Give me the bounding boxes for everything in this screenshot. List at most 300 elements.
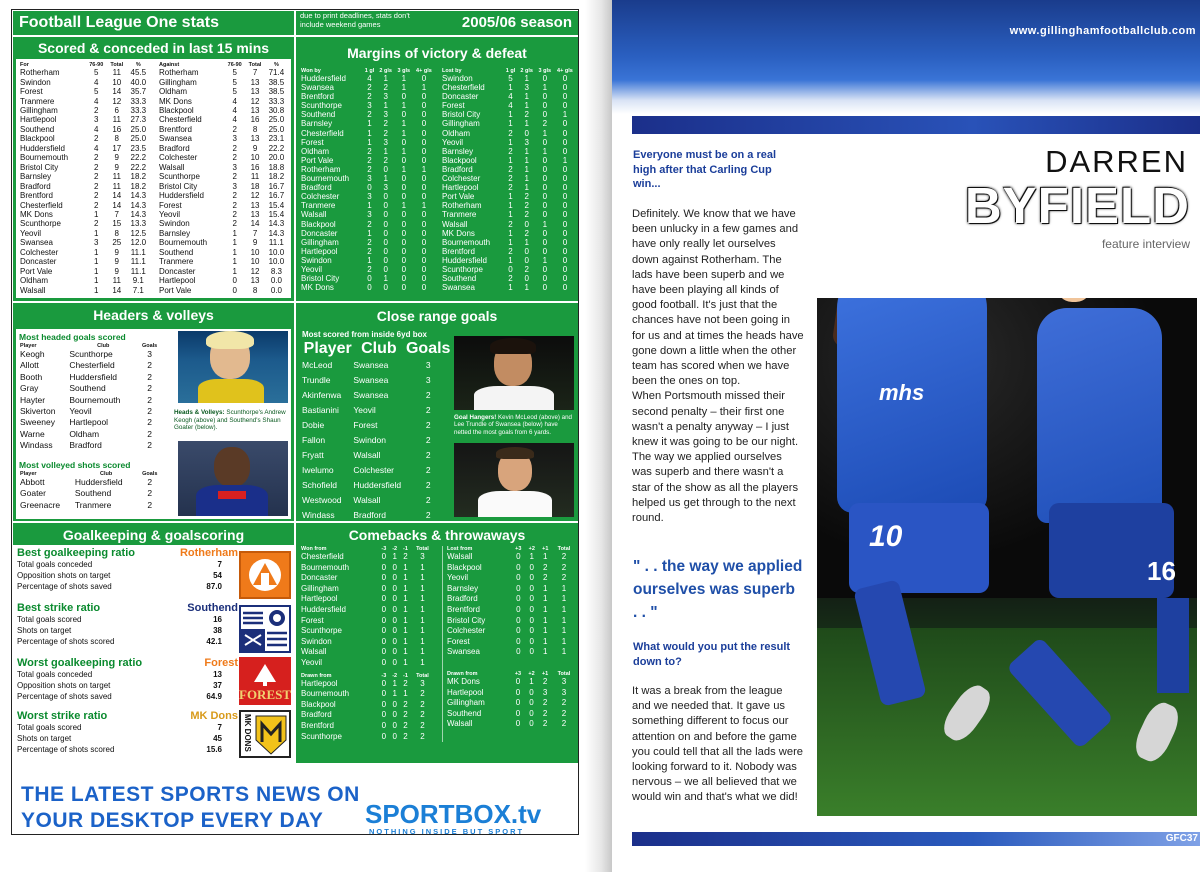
against-cell: 22.2	[268, 143, 285, 153]
won-by-row	[300, 283, 435, 292]
won-by-cell: 3	[367, 192, 372, 202]
won-by-cell: Hartlepool	[301, 246, 338, 256]
won-by-cell: 0	[421, 137, 427, 147]
won-by-cell: Oldham	[301, 146, 330, 156]
against-table	[158, 62, 288, 295]
lost-by-cell: 1	[524, 155, 529, 165]
lost-by-row	[441, 92, 576, 101]
drawn-from-minus-cell: 0	[392, 720, 397, 730]
drawn-from-minus-cell: 2	[403, 720, 408, 730]
won-from-cell: 0	[392, 562, 397, 572]
drawn-from-minus-cell: 0	[381, 710, 387, 720]
lost-by-cell: 2	[524, 201, 529, 211]
answer-1-para-2: When Portsmouth missed their second penalty – their first one wasn't a penalty anyway – I just knew it was going to be our night. The way we applied ourselves was superb and there wasn't a star of the show as all the players helped us get through to the next round.	[632, 390, 799, 525]
close-range-cell: Windass	[302, 510, 335, 520]
against-cell: 38.5	[268, 87, 285, 97]
drawn-from-plus-cell: 2	[542, 719, 548, 729]
for-cell: 11	[112, 68, 121, 78]
lost-by-cell: 1	[562, 110, 568, 120]
for-cell: 17	[112, 143, 122, 153]
for-cell: Bradford	[20, 181, 51, 191]
won-by-cell: Barnsley	[301, 119, 333, 129]
gk2-r3-label: Percentage of shots scored	[17, 637, 115, 646]
close-range-cell: 2	[425, 465, 431, 475]
lost-from-cell: 0	[516, 636, 521, 646]
lost-by-cell: 0	[542, 264, 548, 274]
won-by-cell: 2	[383, 119, 388, 129]
headers-volleys-title: Headers & volleys	[93, 307, 214, 323]
won-by-cell: 0	[421, 74, 427, 83]
lost-by-cell: 0	[562, 146, 568, 156]
volleyed-table	[19, 471, 161, 511]
gk4-r2-val: 45	[213, 734, 222, 743]
gk4-r3-val: 15.6	[206, 745, 222, 754]
won-by-cell: 0	[421, 192, 427, 202]
won-by-cell: Blackpool	[301, 219, 336, 229]
shirt-sponsor: mhs	[879, 380, 925, 405]
lost-from-cell: 0	[516, 594, 521, 604]
against-cell: 11.1	[268, 238, 284, 248]
page-gutter-shadow	[585, 0, 615, 872]
drawn-from-minus-cell: Bradford	[301, 710, 332, 720]
margins-title: Margins of victory & defeat	[347, 45, 527, 61]
drawn-from-minus-cell: 2	[403, 710, 408, 720]
against-col-header: 76-90	[227, 62, 242, 68]
against-cell: 9	[252, 238, 258, 248]
won-by-cell: 1	[367, 201, 372, 211]
deadline-note: due to print deadlines, stats don't include weekend games	[300, 11, 410, 29]
lost-by-row	[441, 110, 576, 119]
lost-from-row	[446, 552, 576, 563]
byfield-photo	[817, 298, 1197, 816]
won-from-cell: Scunthorpe	[301, 626, 342, 636]
close-range-cell: 2	[425, 480, 431, 490]
won-from-cell: Hartlepool	[301, 594, 338, 604]
against-cell: MK Dons	[159, 96, 192, 106]
won-from-cell: 1	[420, 615, 425, 625]
gk1-r2-label: Opposition shots on target	[17, 571, 111, 580]
headed-cell: Oldham	[69, 428, 100, 439]
against-cell: 33.3	[268, 96, 285, 106]
won-by-cell: 0	[421, 110, 427, 120]
against-cell: 13	[250, 87, 260, 97]
won-by-cell: 0	[401, 210, 407, 220]
lost-by-row	[441, 147, 576, 156]
lost-from-cell: 1	[543, 552, 548, 561]
against-row	[158, 267, 288, 276]
won-from-cell: 1	[403, 636, 408, 646]
won-by-cell: 1	[401, 83, 407, 93]
against-row	[158, 285, 288, 295]
lost-by-cell: 1	[524, 283, 529, 293]
lost-by-cell: 2	[524, 210, 529, 220]
won-from-cell: Huddersfield	[301, 604, 346, 614]
scored-conceded-table-box	[16, 59, 291, 298]
won-by-row	[300, 147, 435, 156]
won-by-col-header: Won by	[301, 68, 321, 74]
drawn-from-minus-cell: 2	[420, 699, 425, 709]
volleyed-row	[19, 488, 161, 499]
stats-page	[11, 9, 579, 835]
against-cell: 14	[250, 219, 260, 229]
drawn-from-minus-cell: 1	[392, 689, 397, 699]
against-cell: 3	[232, 162, 237, 172]
gk-block-4-title: Worst strike ratio	[17, 710, 108, 722]
lost-from-cell: 2	[561, 573, 567, 583]
won-by-cell: 0	[383, 228, 388, 238]
drawn-from-plus-cell: Southend	[447, 708, 482, 718]
drawn-from-plus-cell: 2	[561, 719, 567, 729]
won-by-cell: 3	[367, 210, 372, 220]
gk-block-1-team: Rotherham	[179, 547, 238, 559]
lost-by-cell: Blackpool	[442, 155, 477, 165]
for-cell: 18.2	[130, 181, 147, 191]
won-by-cell: 2	[367, 264, 372, 274]
against-row	[158, 153, 288, 162]
drawn-from-plus-cell: 2	[542, 708, 548, 718]
for-cell: 14	[112, 285, 122, 295]
for-cell: 22.2	[130, 162, 147, 172]
for-cell: 2	[94, 200, 99, 210]
won-by-cell: 2	[367, 146, 372, 156]
against-cell: 13	[250, 209, 260, 219]
against-cell: 10	[250, 153, 260, 163]
against-cell: 5	[232, 68, 237, 78]
lost-by-cell: 0	[524, 255, 529, 265]
headed-cell: Hartlepool	[69, 417, 109, 428]
for-cell: 33.3	[130, 96, 147, 106]
won-by-col-header: 3 gls	[397, 68, 411, 74]
lost-from-cell: 0	[529, 604, 534, 614]
lost-by-cell: 2	[542, 119, 548, 129]
for-row	[19, 172, 150, 181]
for-cell: 2	[94, 219, 99, 229]
lost-by-col-header: 4+ gls	[557, 68, 573, 74]
gk3-r2-val: 37	[213, 681, 222, 690]
for-cell: 22.2	[130, 153, 147, 163]
won-by-cell: Rotherham	[301, 164, 341, 174]
against-cell: 8.3	[270, 266, 282, 276]
against-cell: 18.8	[268, 162, 285, 172]
won-by-col-header: 1 gl	[364, 68, 375, 74]
volleyed-cell: Tranmere	[74, 499, 112, 510]
drawn-from-plus-row	[446, 698, 576, 709]
against-row	[158, 134, 288, 143]
won-by-cell: 3	[383, 183, 388, 193]
drawn-from-minus-cell: 0	[381, 699, 387, 709]
lost-by-cell: 1	[542, 146, 548, 156]
lost-by-cell: 0	[508, 264, 513, 274]
against-row	[158, 96, 288, 105]
lost-by-cell: 0	[524, 246, 529, 256]
lost-from-col-header: +2	[528, 546, 535, 552]
lost-from-cell: 0	[516, 552, 521, 561]
won-from-col-header: -3	[381, 546, 387, 552]
for-cell: Walsall	[20, 285, 46, 295]
against-cell: Blackpool	[159, 105, 194, 115]
lost-by-cell: 1	[524, 183, 529, 193]
answer-1	[632, 207, 804, 526]
for-row	[19, 191, 150, 200]
against-cell: Bristol City	[159, 181, 198, 191]
lost-by-cell: 2	[524, 264, 529, 274]
against-row	[158, 115, 288, 124]
headed-title: Most headed goals scored	[19, 332, 126, 342]
lost-from-row	[446, 594, 576, 605]
lost-by-cell: 0	[562, 219, 568, 229]
lost-from-cell: 0	[529, 647, 534, 657]
for-cell: 3	[94, 115, 99, 125]
headed-cell: 2	[147, 394, 152, 405]
headed-row	[19, 349, 161, 360]
headed-cell: Sweeney	[20, 417, 55, 428]
against-row	[158, 163, 288, 172]
lost-by-cell: 0	[542, 101, 548, 111]
for-cell: 5	[94, 68, 99, 78]
lost-by-cell: 0	[542, 183, 548, 193]
won-by-cell: 0	[383, 246, 388, 256]
for-row	[19, 163, 150, 172]
won-by-cell: Walsall	[301, 210, 327, 220]
close-range-cell: Huddersfield	[353, 480, 402, 490]
won-by-row	[300, 274, 435, 283]
lost-by-cell: 1	[542, 219, 548, 229]
lost-by-cell: 0	[562, 255, 568, 265]
won-by-cell: 2	[367, 219, 372, 229]
lost-from-cell: 0	[516, 562, 521, 572]
won-from-cell: Doncaster	[301, 573, 338, 583]
against-cell: 1	[232, 266, 237, 276]
won-by-cell: 2	[367, 155, 372, 165]
lost-by-cell: 2	[524, 228, 529, 238]
lost-from-cell: 0	[529, 583, 534, 593]
lost-by-cell: Forest	[442, 101, 465, 111]
against-cell: 13	[250, 200, 260, 210]
lost-from-row	[446, 626, 576, 637]
won-by-cell: 0	[421, 119, 427, 129]
for-cell: MK Dons	[20, 209, 53, 219]
against-cell: 12	[250, 191, 260, 201]
against-cell: 13	[250, 105, 260, 115]
lost-by-cell: 1	[524, 146, 529, 156]
won-by-cell: 0	[383, 219, 388, 229]
won-by-row	[300, 201, 435, 210]
lost-by-cell: 1	[508, 201, 513, 211]
ad-line-1: THE LATEST SPORTS NEWS ON	[21, 783, 360, 806]
headed-cell: Skiverton	[20, 406, 56, 417]
won-from-col-header: Total	[416, 546, 429, 552]
for-row	[19, 219, 150, 228]
lost-by-cell: 0	[562, 274, 568, 284]
won-by-cell: 0	[383, 264, 388, 274]
close-range-cell: Swindon	[353, 435, 386, 445]
against-cell: Forest	[159, 200, 182, 210]
against-cell: Doncaster	[159, 266, 196, 276]
for-cell: 10	[112, 77, 122, 87]
lost-by-cell: 3	[524, 137, 529, 147]
won-by-cell: 1	[383, 146, 388, 156]
against-cell: Walsall	[159, 162, 185, 172]
forest-badge	[239, 657, 291, 705]
lost-by-cell: 0	[542, 283, 548, 293]
won-from-cell: Bournemouth	[301, 562, 350, 572]
drawn-from-plus-col-header: +2	[528, 670, 535, 677]
lost-from-row	[446, 647, 576, 658]
lost-by-cell: Scunthorpe	[442, 264, 483, 274]
won-by-cell: 0	[401, 264, 407, 274]
won-from-cell: 0	[392, 657, 397, 667]
gk1-r3-label: Percentage of shots saved	[17, 582, 112, 591]
against-row	[158, 172, 288, 181]
won-by-cell: 4	[367, 74, 372, 83]
won-by-cell: 1	[367, 119, 372, 129]
sportbox-ad[interactable]	[13, 765, 578, 834]
close-range-row	[302, 448, 452, 463]
drawn-from-minus-cell: 2	[403, 678, 408, 688]
for-cell: 4	[94, 77, 99, 87]
against-cell: 2	[232, 191, 237, 201]
drawn-from-minus-cell: 0	[392, 731, 397, 741]
lost-from-row	[446, 605, 576, 616]
won-from-cell: 0	[392, 573, 397, 583]
drawn-from-plus-cell: 0	[515, 687, 521, 697]
lost-by-cell: Yeovil	[442, 137, 464, 147]
won-from-cell: 1	[420, 657, 425, 667]
headed-row	[19, 417, 161, 428]
lost-by-cell: 0	[524, 219, 529, 229]
drawn-from-minus-col-header: Total	[416, 672, 429, 679]
headed-cell: 2	[147, 383, 152, 394]
keogh-photo	[178, 331, 288, 403]
won-from-cell: 0	[381, 647, 387, 657]
lost-by-cell: Port Vale	[442, 192, 475, 202]
lost-from-row	[446, 616, 576, 627]
for-row	[19, 285, 150, 295]
lost-by-cell: 0	[542, 201, 548, 211]
won-by-row	[300, 83, 435, 92]
comebacks-title: Comebacks & throwaways	[348, 527, 526, 543]
gk-block-2-title: Best strike ratio	[17, 602, 101, 614]
for-cell: 14	[112, 200, 122, 210]
for-cell: 11.1	[130, 257, 146, 267]
against-cell: Barnsley	[159, 228, 191, 238]
for-cell: Yeovil	[20, 228, 42, 238]
drawn-from-minus-cell: Brentford	[301, 720, 334, 730]
lost-by-cell: 0	[542, 210, 548, 220]
drawn-from-minus-table	[300, 673, 434, 743]
against-cell: 0.0	[270, 285, 282, 295]
headed-col-header: Club	[97, 343, 110, 349]
for-table	[19, 62, 150, 295]
close-range-row	[302, 358, 452, 373]
lost-by-cell: Doncaster	[442, 92, 479, 102]
for-cell: 11	[112, 115, 121, 125]
won-by-cell: 0	[383, 255, 388, 265]
lost-from-cell: Barnsley	[447, 583, 479, 593]
won-by-cell: Yeovil	[301, 264, 323, 274]
gk3-r3-val: 64.9	[206, 692, 222, 701]
against-cell: Hartlepool	[159, 276, 196, 286]
won-from-cell: 0	[392, 636, 397, 646]
close-range-row	[302, 478, 452, 493]
won-from-row	[300, 563, 434, 574]
for-cell: 40.0	[130, 77, 147, 87]
won-from-cell: 0	[392, 626, 397, 636]
lost-by-cell: Swindon	[442, 74, 473, 83]
close-range-title: Close range goals	[376, 308, 498, 324]
gk3-r3-label: Percentage of shots saved	[17, 692, 112, 701]
heads-volleys-caption	[174, 409, 290, 432]
against-cell: 2	[232, 172, 237, 182]
lost-by-cell: 0	[562, 92, 568, 102]
drawn-from-plus-cell: Hartlepool	[447, 687, 484, 697]
against-cell: 12	[250, 266, 260, 276]
headed-cell: Huddersfield	[69, 371, 118, 382]
close-range-cell: Fryatt	[302, 450, 324, 460]
close-range-subtitle: Most scored from inside 6yd box	[302, 330, 427, 339]
won-by-cell: 3	[383, 137, 388, 147]
headed-cell: Gray	[20, 383, 39, 394]
won-by-cell: Swindon	[301, 255, 332, 265]
close-range-cell: Dobie	[302, 420, 325, 430]
mkdons-badge	[239, 710, 291, 758]
drawn-from-minus-row	[300, 689, 434, 700]
close-range-cell: Colchester	[353, 465, 395, 475]
lost-by-cell: 0	[542, 110, 548, 120]
won-by-cell: 0	[421, 264, 427, 274]
for-row	[19, 276, 150, 285]
ad-line-2: YOUR DESKTOP EVERY DAY	[21, 809, 324, 832]
drawn-from-plus-col-header: +1	[541, 670, 549, 677]
for-cell: Swansea	[20, 238, 53, 248]
lost-by-cell: 2	[508, 246, 513, 256]
won-by-cell: Swansea	[301, 83, 334, 93]
lost-from-cell: 1	[561, 594, 567, 604]
won-by-cell: Brentford	[301, 92, 334, 102]
won-by-cell: 1	[367, 255, 372, 265]
close-range-cell: Walsall	[353, 495, 381, 505]
drawn-from-plus-col-header: Total	[557, 670, 571, 677]
gk2-r3-val: 42.1	[206, 637, 222, 646]
won-by-cell: 2	[383, 155, 388, 165]
for-cell: 4	[94, 124, 99, 134]
headed-cell: Bournemouth	[69, 394, 121, 405]
lost-by-cell: Swansea	[442, 283, 475, 293]
against-cell: Yeovil	[159, 209, 181, 219]
drawn-from-minus-cell: Bournemouth	[301, 689, 350, 699]
won-from-cell: 1	[392, 552, 397, 561]
lost-by-cell: 0	[542, 228, 548, 238]
lost-from-cell: 2	[561, 552, 567, 561]
close-range-cell: Walsall	[353, 450, 381, 460]
close-range-cell: 3	[425, 360, 431, 370]
lost-by-row	[441, 174, 576, 183]
for-cell: 12	[112, 96, 122, 106]
headed-table	[19, 343, 161, 452]
lost-by-cell: 0	[562, 174, 568, 184]
close-range-cell: Swansea	[353, 390, 389, 400]
won-from-cell: 1	[403, 594, 408, 604]
lost-by-cell: 2	[508, 183, 513, 193]
won-by-cell: Colchester	[301, 192, 340, 202]
lost-by-cell: 2	[508, 164, 513, 174]
lost-from-cell: 0	[516, 573, 521, 583]
drawn-from-plus-table	[446, 671, 576, 730]
won-by-cell: 0	[367, 283, 372, 293]
won-by-cell: 1	[383, 274, 388, 284]
drawn-from-minus-row	[300, 700, 434, 711]
close-range-cell: Yeovil	[353, 405, 376, 415]
